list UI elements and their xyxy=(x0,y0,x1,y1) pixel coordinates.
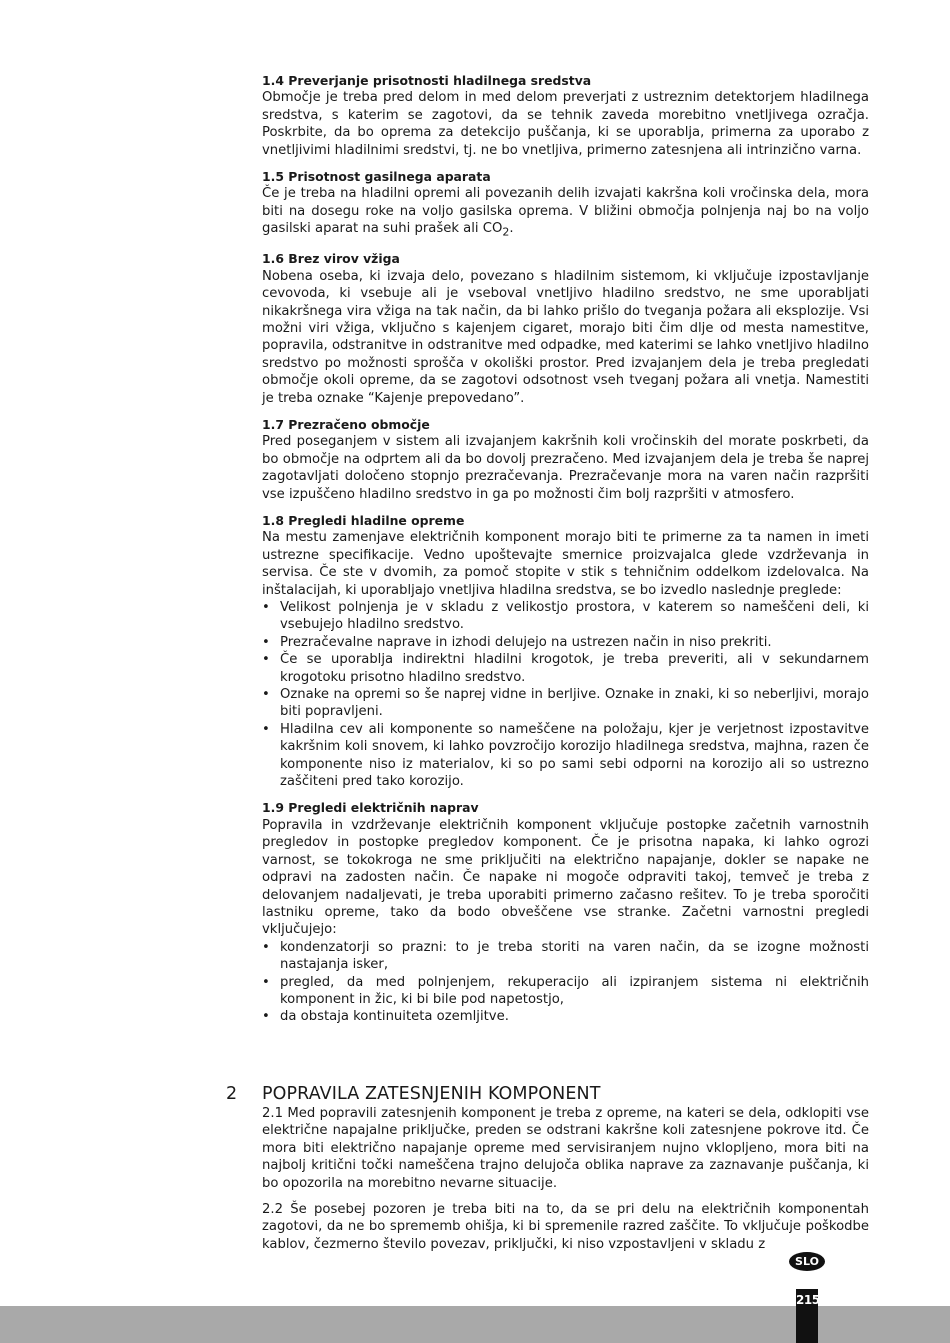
paragraph-2-1: 2.1 Med popravili zatesnjenih komponent je treba z opreme, na kateri se dela, odklopiti vse električne napajalne priključke, preden se odstrani kakršne koli zatesnjene pokrove itd. Če mora biti električno napajanje opreme med servisiranjem nujno vklopljeno, mora biti na najbolj kritični točki nameščena trajno delujoča oblika naprave za zaznavanje puščanja, ki bo opozorila na morebitno nevarne situacije. xyxy=(262,1106,869,1191)
section-body xyxy=(262,185,869,241)
co2-subscript: 2 xyxy=(502,225,510,239)
major-section-2 xyxy=(226,1083,869,1262)
major-section-heading xyxy=(226,1083,869,1105)
section-body-end: . xyxy=(509,221,514,237)
inspection-list xyxy=(262,599,869,790)
list-item: • da obstaja kontinuiteta ozemljitve. xyxy=(262,1008,869,1025)
section-heading: 1.4 Preverjanje prisotnosti hladilnega sredstva xyxy=(262,73,592,88)
section-body: Območje je treba pred delom in med delom preverjati z ustreznim detektorjem hladilnega sredstva, s katerim se zagotovi, da se tehnik zaveda morebitno vnetljivega ozračja. Poskrbite, da bo oprema za detekcijo puščanja, ki se uporablja, primerna za uporabo z vnetljivimi hladilnimi sredstvi, tj. ne bo vnetljiva, primerno zatesnjena ali intrinzično varna. xyxy=(262,90,869,158)
list-item: • Če se uporablja indirektni hladilni krogotok, je treba preveriti, ali v sekundarnem krogotoku prisotno hladilno sredstvo. xyxy=(262,651,869,686)
major-section-title: POPRAVILA ZATESNJENIH KOMPONENT xyxy=(262,1084,601,1104)
list-item: • Oznake na opremi so še naprej vidne in berljive. Oznake in znaki, ki so neberljivi, morajo biti popravljeni. xyxy=(262,686,869,721)
safety-check-list xyxy=(262,939,869,1026)
major-section-number: 2 xyxy=(226,1084,238,1104)
language-badge: SLO xyxy=(789,1252,825,1271)
section-heading: 1.5 Prisotnost gasilnega aparata xyxy=(262,169,491,185)
section-1-9 xyxy=(262,799,869,1025)
section-body: Na mestu zamenjave električnih komponent morajo biti te primerne za ta namen in imeti ustrezne specifikacije. Vedno upoštevajte smernice proizvajalca glede vzdrževanja in servisa. Če ste v dvomih, za pomoč stopite v stik s tehničnim oddelkom izdelovalca. Na inštalacijah, ki uporabljajo vnetljiva hladilna sredstva, se bo izvedlo naslednje preglede: xyxy=(262,530,869,598)
list-item: • pregled, da med polnjenjem, rekuperacijo ali izpiranjem sistema ni električnih komponent in žic, ki bi bile pod napetostjo, xyxy=(262,974,869,1009)
list-item: • Prezračevalne naprave in izhodi delujejo na ustrezen način in niso prekriti. xyxy=(262,634,869,651)
section-body: Nobena oseba, ki izvaja delo, povezano s hladilnim sistemom, ki vključuje izpostavljanje cevovoda, ki vsebuje ali je vseboval vnetljivo hladilno sredstvo, ne sme uporabljati nikakršnega vira vžiga na tak način, da bi lahko prišlo do tveganja požara ali eksplozije. Vsi možni viri vžiga, vključno s kajenjem cigaret, morajo biti čim dlje od mesta namestitve, popravila, odstranitve in odstranitve med odpadke, med katerimi se lahko vnetljivo hladilno sredstvo po možnosti sprošča v okoliški prostor. Pred izvajanjem dela je treba pregledati območje okoli opreme, da se zagotovi odsotnost vseh tveganj požara ali vnetja. Namestiti je treba oznake “Kajenje prepovedano”. xyxy=(262,268,869,406)
list-item: • kondenzatorji so prazni: to je treba storiti na varen način, da se izogne možnosti nastajanja isker, xyxy=(262,939,869,974)
list-item: • Velikost polnjenja je v skladu z velikostjo prostora, v katerem so nameščeni deli, ki vsebujejo hladilno sredstvo. xyxy=(262,599,869,634)
section-heading: 1.8 Pregledi hladilne opreme xyxy=(262,512,465,528)
major-section-body xyxy=(262,1105,869,1253)
section-heading: 1.9 Pregledi električnih naprav xyxy=(262,800,479,816)
manual-content xyxy=(262,72,869,1035)
section-1-6 xyxy=(262,250,869,407)
section-body: Popravila in vzdrževanje električnih komponent vključuje postopke začetnih varnostnih pregledov in postopke pregledov komponent. Če je prisotna napaka, ki lahko ogrozi varnost, se tokokroga ne sme priključiti na električno napajanje, dokler se napake ne odpravi na zadosten način. Če napake ni mogoče odpraviti takoj, temveč je treba z delovanjem nadaljevati, je treba uporabiti primerno začasno rešitev. To je treba sporočiti lastniku opreme, tako da bodo obveščene vse stranke. Začetni varnostni pregledi vključujejo: xyxy=(262,817,869,938)
section-1-7 xyxy=(262,416,869,503)
list-item: • Hladilna cev ali komponente so nameščene na položaju, kjer je verjetnost izpostavitve kakršnim koli snovem, ki lahko povzročijo korozijo hladilnega sredstva, majhna, razen če komponente niso iz materialov, ki so po sami sebi odporni na korozijo ali so ustrezno zaščiteni pred tako korozijo. xyxy=(262,721,869,791)
paragraph-2-2: 2.2 Še posebej pozoren je treba biti na to, da se pri delu na električnih komponentah zagotovi, da ne bo sprememb ohišja, ki bi spremenile razred zaščite. To vključuje poškodbe kablov, čezmerno število povezav, priključki, ki niso vzpostavljeni v skladu z xyxy=(262,1202,869,1252)
section-body-text: Če je treba na hladilni opremi ali povezanih delih izvajati kakršna koli vročinska dela, mora biti na dosegu roke na voljo gasilska oprema. V bližini območja polnjenja naj bo na voljo gasilski aparat na suhi prašek ali CO xyxy=(262,186,869,237)
section-1-5 xyxy=(262,168,869,241)
section-body: Pred poseganjem v sistem ali izvajanjem kakršnih koli vročinskih del morate poskrbeti, da bo območje na odprtem ali da bo dovolj prezračeno. Med izvajanjem dela je treba še naprej zagotavljati določeno stopnjo prezračevanja. Prezračevanje mora na varen način razpršiti vse izpuščeno hladilno sredstvo in ga po možnosti čim bolj razpršiti v atmosfero. xyxy=(262,434,869,502)
section-heading: 1.7 Prezračeno območje xyxy=(262,416,430,432)
section-1-8 xyxy=(262,512,869,791)
page-number: 215 xyxy=(796,1293,820,1307)
section-heading: 1.6 Brez virov vžiga xyxy=(262,251,400,267)
section-1-4 xyxy=(262,72,869,159)
